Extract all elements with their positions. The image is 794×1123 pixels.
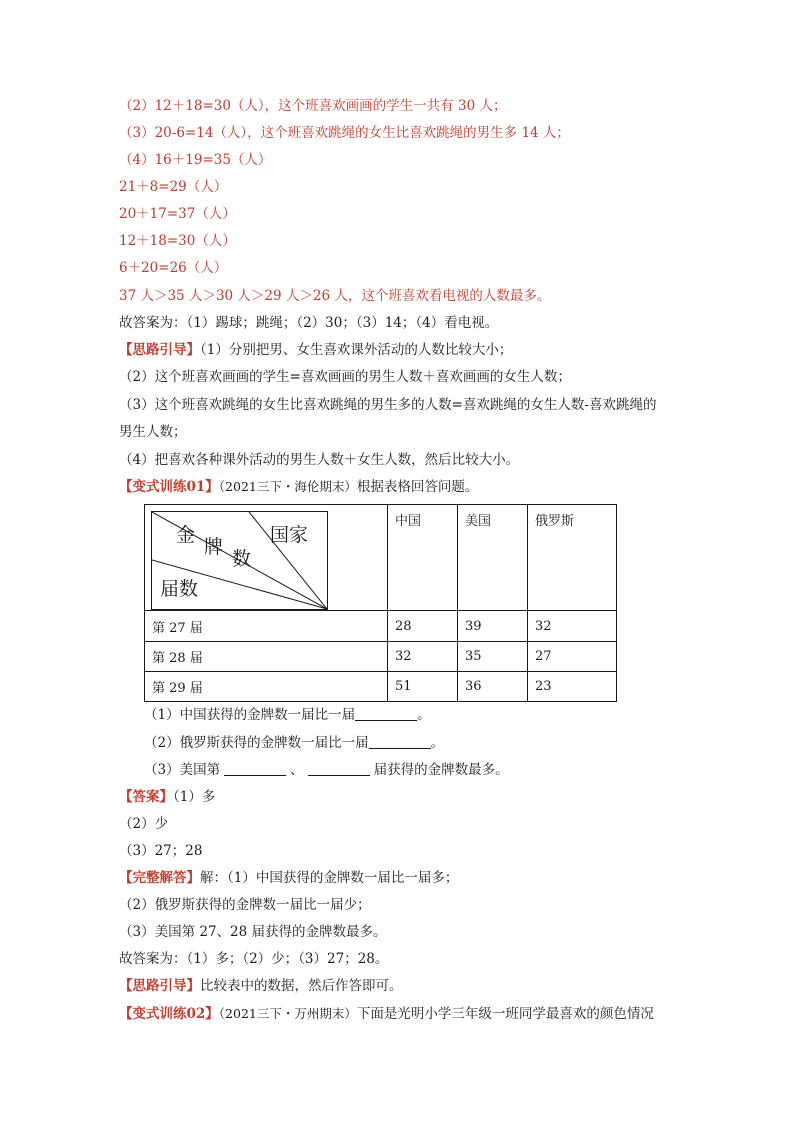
answer-text: （1）多 — [173, 789, 216, 805]
question-2 — [144, 734, 444, 752]
answer-line-4: （4）16＋19=35（人） — [119, 152, 272, 168]
solution-line: 故答案为：（1）多；（2）少；（3）27；28。 — [119, 951, 389, 967]
answer-tag: 【答案】 — [119, 789, 173, 805]
table-row — [145, 672, 617, 702]
comparison-line: 37 人＞35 人＞30 人＞29 人＞26 人，这个班喜欢看电视的人数最多。 — [119, 288, 551, 304]
exercise-tag: 【变式训练01】 — [119, 479, 219, 495]
answer-blank[interactable] — [224, 761, 286, 776]
column-header: 美国 — [458, 505, 528, 611]
diagonal-header-cell — [145, 505, 388, 611]
table-cell: 35 — [458, 642, 528, 672]
header-session-label: 届数 — [160, 578, 199, 600]
answer-line-2: （2）12＋18=30（人），这个班喜欢画画的学生一共有 30 人； — [119, 98, 507, 114]
guide-text: 比较表中的数据，然后作答即可。 — [200, 978, 403, 994]
question-punct: 。 — [417, 707, 431, 723]
table-cell: 27 — [528, 642, 617, 672]
guide-line: （4）把喜欢各种课外活动的男生人数＋女生人数，然后比较大小。 — [119, 452, 520, 468]
question-3 — [144, 761, 509, 779]
question-punct: 、 — [290, 762, 304, 778]
table-cell: 36 — [458, 672, 528, 702]
exercise-heading — [119, 478, 478, 496]
header-char: 数 — [232, 548, 252, 570]
question-text: （1）中国获得的金牌数一届比一届 — [144, 707, 356, 723]
medal-table — [144, 504, 617, 702]
answer-blank[interactable] — [369, 734, 431, 749]
column-header: 俄罗斯 — [528, 505, 617, 611]
answer-line-3: （3）20-6=14（人），这个班喜欢跳绳的女生比喜欢跳绳的男生多 14 人； — [119, 125, 570, 141]
calc-line: 20＋17=37（人） — [119, 206, 236, 222]
exercise-prompt: 根据表格回答问题。 — [356, 479, 479, 495]
solution-text: 解：（1）中国获得的金牌数一届比一届多； — [200, 870, 459, 886]
solution-line: （2）俄罗斯获得的金牌数一届比一届少； — [119, 897, 371, 913]
question-text: （2）俄罗斯获得的金牌数一届比一届 — [144, 735, 369, 751]
guide-line: 男生人数； — [119, 424, 187, 440]
exercise-tag: 【变式训练02】 — [119, 1006, 219, 1022]
exercise-prompt: 下面是光明小学三年级一班同学最喜欢的颜色情况 — [356, 1006, 654, 1022]
table-row — [145, 642, 617, 672]
table-cell: 39 — [458, 611, 528, 642]
table-cell: 32 — [528, 611, 617, 642]
guide-block — [119, 341, 512, 359]
calc-line: 21＋8=29（人） — [119, 179, 228, 195]
header-char: 金 — [176, 524, 196, 546]
answer-block — [119, 788, 215, 806]
guide-text: （1）分别把男、女生喜欢课外活动的人数比较大小； — [200, 342, 513, 358]
question-1 — [144, 706, 431, 724]
exercise-source: （2021三下・万州期末） — [218, 1006, 357, 1021]
guide-tag: 【思路引导】 — [119, 342, 200, 358]
row-label: 第 28 届 — [145, 642, 388, 672]
solution-block — [119, 869, 458, 887]
final-answer-line: 故答案为：（1）踢球；跳绳；（2）30；（3）14；（4）看电视。 — [119, 315, 499, 331]
table-cell: 28 — [388, 611, 458, 642]
answer-blank[interactable] — [355, 706, 417, 721]
row-label: 第 29 届 — [145, 672, 388, 702]
calc-line: 6＋20=26（人） — [119, 260, 228, 276]
question-text: 届获得的金牌数最多。 — [373, 762, 509, 778]
guide-block-2 — [119, 977, 403, 995]
answer-blank[interactable] — [308, 761, 370, 776]
row-label: 第 27 届 — [145, 611, 388, 642]
table-cell: 51 — [388, 672, 458, 702]
table-cell: 32 — [388, 642, 458, 672]
calc-line: 12＋18=30（人） — [119, 233, 236, 249]
table-row — [145, 611, 617, 642]
answer-line: （3）27；28 — [119, 843, 203, 859]
guide-line: （2）这个班喜欢画画的学生=喜欢画画的男生人数＋喜欢画画的女生人数； — [119, 369, 571, 385]
column-header: 中国 — [388, 505, 458, 611]
question-text: （3）美国第 — [144, 762, 221, 778]
guide-line: （3）这个班喜欢跳绳的女生比喜欢跳绳的男生多的人数=喜欢跳绳的女生人数-喜欢跳绳的 — [119, 397, 657, 413]
header-country-label: 国家 — [270, 524, 309, 546]
exercise-source: （2021三下・海伦期末） — [218, 479, 357, 494]
diagonal-header — [151, 511, 328, 610]
table-cell: 23 — [528, 672, 617, 702]
exercise-heading-2 — [119, 1005, 654, 1023]
guide-tag: 【思路引导】 — [119, 978, 200, 994]
answer-line: （2）少 — [119, 816, 169, 832]
question-punct: 。 — [430, 735, 445, 751]
header-char: 牌 — [204, 536, 224, 558]
solution-tag: 【完整解答】 — [119, 870, 200, 886]
solution-line: （3）美国第 27、28 届获得的金牌数最多。 — [119, 924, 387, 940]
